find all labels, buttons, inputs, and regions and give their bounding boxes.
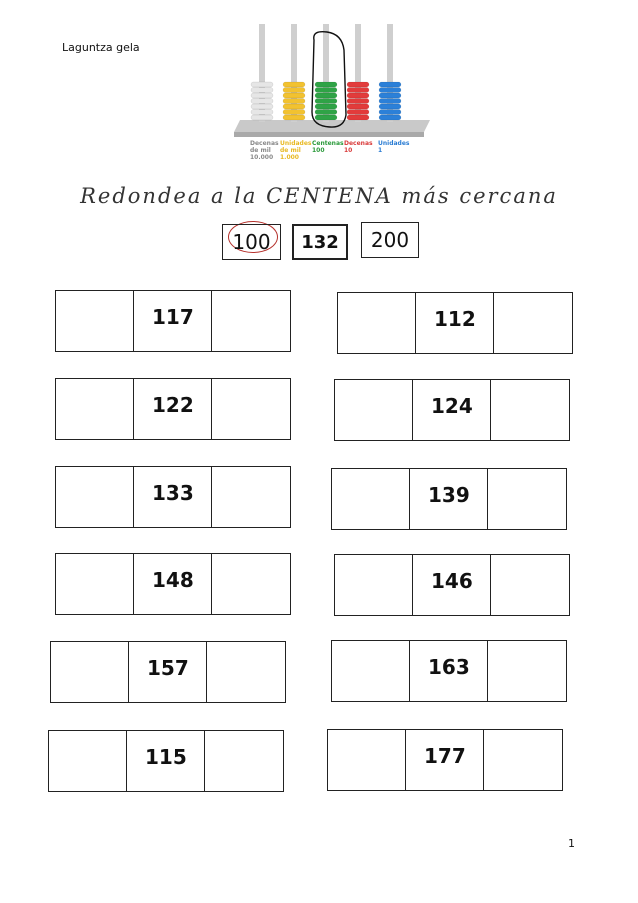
worksheet-title: Redondea a la CENTENA más cercana (80, 184, 558, 208)
abacus-label: 1.000 (280, 154, 299, 161)
lower-answer-box[interactable] (335, 380, 413, 440)
abacus-bead (315, 93, 337, 98)
abacus-bead (379, 82, 401, 87)
exercise-row (327, 729, 563, 791)
abacus-label: Unidades (378, 140, 410, 147)
exercise-number: 163 (428, 655, 470, 680)
exercise-number: 115 (145, 745, 187, 770)
abacus-label: Unidades (280, 140, 312, 147)
abacus-bead (347, 88, 369, 93)
exercise-row (331, 640, 567, 702)
exercise-number: 148 (152, 568, 194, 593)
upper-answer-box[interactable] (494, 293, 572, 353)
number-box (134, 379, 212, 439)
number-box (413, 380, 491, 440)
abacus-bead (379, 93, 401, 98)
abacus-bead (347, 99, 369, 104)
abacus-bead (347, 115, 369, 120)
abacus-label: 10 (344, 147, 353, 154)
lower-answer-box[interactable] (49, 731, 127, 791)
abacus-bead (251, 110, 273, 115)
abacus-bead (251, 82, 273, 87)
lower-answer-box[interactable] (328, 730, 406, 790)
upper-answer-box[interactable] (488, 641, 566, 701)
abacus-bead (251, 104, 273, 109)
abacus-label: de mil (250, 147, 271, 154)
abacus-bead (347, 82, 369, 87)
abacus-bead (251, 99, 273, 104)
abacus-bead (251, 93, 273, 98)
lower-answer-box[interactable] (332, 469, 410, 529)
abacus-image (232, 20, 432, 165)
abacus-bead (283, 88, 305, 93)
number-box (134, 291, 212, 351)
number-box (134, 467, 212, 527)
number-box (416, 293, 494, 353)
upper-answer-box[interactable] (212, 467, 290, 527)
exercise-number: 133 (152, 481, 194, 506)
lower-answer-box[interactable] (338, 293, 416, 353)
abacus-bead (251, 115, 273, 120)
abacus-bead (283, 104, 305, 109)
exercise-row (331, 468, 567, 530)
exercise-number: 177 (424, 744, 466, 769)
number-box (410, 641, 488, 701)
exercise-number: 139 (428, 483, 470, 508)
upper-answer-box[interactable] (491, 380, 569, 440)
exercise-number: 157 (147, 656, 189, 681)
upper-answer-box[interactable] (212, 554, 290, 614)
exercise-row (337, 292, 573, 354)
abacus-label: Decenas (344, 140, 373, 147)
abacus-bead (379, 115, 401, 120)
exercise-row (55, 290, 291, 352)
exercise-row (55, 553, 291, 615)
upper-answer-box[interactable] (212, 379, 290, 439)
abacus-bead (251, 88, 273, 93)
abacus-bead (379, 99, 401, 104)
abacus-bead (347, 93, 369, 98)
abacus-label: Centenas (312, 140, 344, 147)
abacus-bead (315, 99, 337, 104)
number-box (410, 469, 488, 529)
number-box (129, 642, 207, 702)
abacus-bead (315, 88, 337, 93)
example-number-box: 132 (292, 224, 348, 260)
abacus-bead (283, 93, 305, 98)
number-box (134, 554, 212, 614)
number-box (127, 731, 205, 791)
upper-answer-box[interactable] (491, 555, 569, 615)
abacus-bead (315, 110, 337, 115)
lower-answer-box[interactable] (335, 555, 413, 615)
lower-answer-box[interactable] (56, 467, 134, 527)
lower-answer-box[interactable] (56, 379, 134, 439)
upper-answer-box[interactable] (205, 731, 283, 791)
exercise-row (334, 554, 570, 616)
abacus-bead (315, 115, 337, 120)
example-upper-box: 200 (361, 222, 419, 258)
example-lower-box: 100 (222, 224, 281, 260)
page-number: 1 (568, 837, 575, 850)
abacus-bead (283, 115, 305, 120)
abacus-bead (379, 104, 401, 109)
abacus-bead (283, 110, 305, 115)
abacus-bead (283, 82, 305, 87)
abacus-bead (379, 88, 401, 93)
abacus-label: de mil (280, 147, 301, 154)
lower-answer-box[interactable] (56, 554, 134, 614)
abacus-label: 1 (378, 147, 383, 154)
upper-answer-box[interactable] (484, 730, 562, 790)
exercise-row (55, 378, 291, 440)
abacus-label: 100 (312, 147, 325, 154)
number-box (406, 730, 484, 790)
upper-answer-box[interactable] (212, 291, 290, 351)
exercise-row (48, 730, 284, 792)
exercise-number: 124 (431, 394, 473, 419)
abacus-bead (379, 110, 401, 115)
lower-answer-box[interactable] (56, 291, 134, 351)
help-text: Laguntza gela (62, 41, 140, 54)
abacus-label: 10.000 (250, 154, 274, 161)
exercise-number: 122 (152, 393, 194, 418)
abacus-bead (347, 104, 369, 109)
abacus-bead (347, 110, 369, 115)
exercise-row (55, 466, 291, 528)
abacus-base-front (234, 132, 424, 137)
abacus-bead (283, 99, 305, 104)
exercise-row (50, 641, 286, 703)
upper-answer-box[interactable] (488, 469, 566, 529)
exercise-row (334, 379, 570, 441)
lower-answer-box[interactable] (332, 641, 410, 701)
number-box (413, 555, 491, 615)
exercise-number: 112 (434, 307, 476, 332)
lower-answer-box[interactable] (51, 642, 129, 702)
exercise-number: 117 (152, 305, 194, 330)
upper-answer-box[interactable] (207, 642, 285, 702)
abacus-bead (315, 104, 337, 109)
abacus-label: Decenas (250, 140, 279, 147)
abacus-bead (315, 82, 337, 87)
exercise-number: 146 (431, 569, 473, 594)
